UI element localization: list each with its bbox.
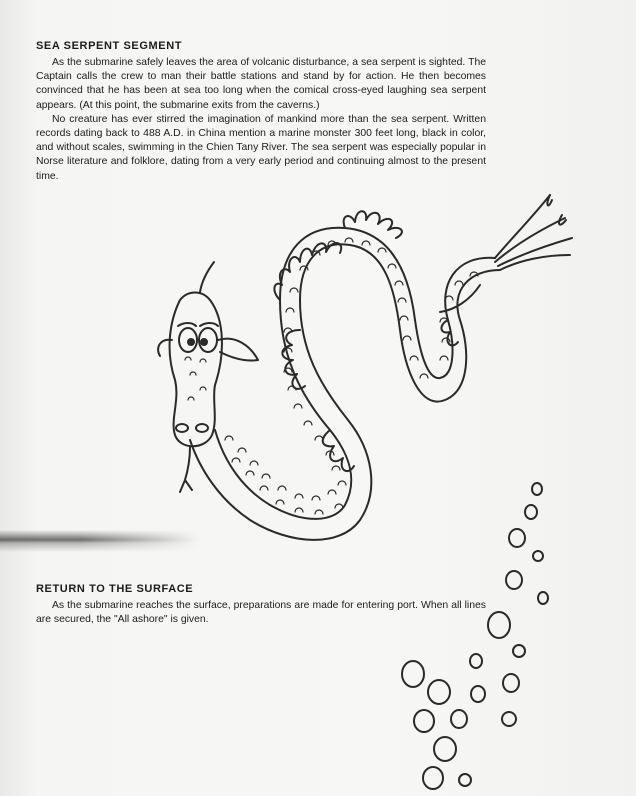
return-to-surface-heading: RETURN TO THE SURFACE bbox=[36, 583, 194, 595]
sea-serpent-paragraph-2: No creature has ever stirred the imagination of mankind more than the sea serpent. Written records dating back to 488 A.D. in China mention a marine monster 300 feet long, black in color, and without scales, swimming in the Chien Tany River. The sea serpent was especially popular in Norse literature and folklore, dating from a very early period and continuing almost to the present time. bbox=[36, 113, 486, 182]
return-to-surface-section bbox=[36, 583, 486, 627]
sea-serpent-paragraph-1: As the submarine safely leaves the area of volcanic disturbance, a sea serpent is sighted. The Captain calls the crew to man their battle stations and stand by for action. He then becomes convinced that he has been at sea too long when the comical cross-eyed laughing sea serpent appears. (At this point, the submarine exits from the caverns.) bbox=[36, 57, 486, 111]
return-to-surface-paragraph: As the submarine reaches the surface, preparations are made for entering port. When all lines are secured, the "All ashore" is given. bbox=[36, 600, 486, 626]
sea-serpent-heading: SEA SERPENT SEGMENT bbox=[36, 40, 183, 52]
